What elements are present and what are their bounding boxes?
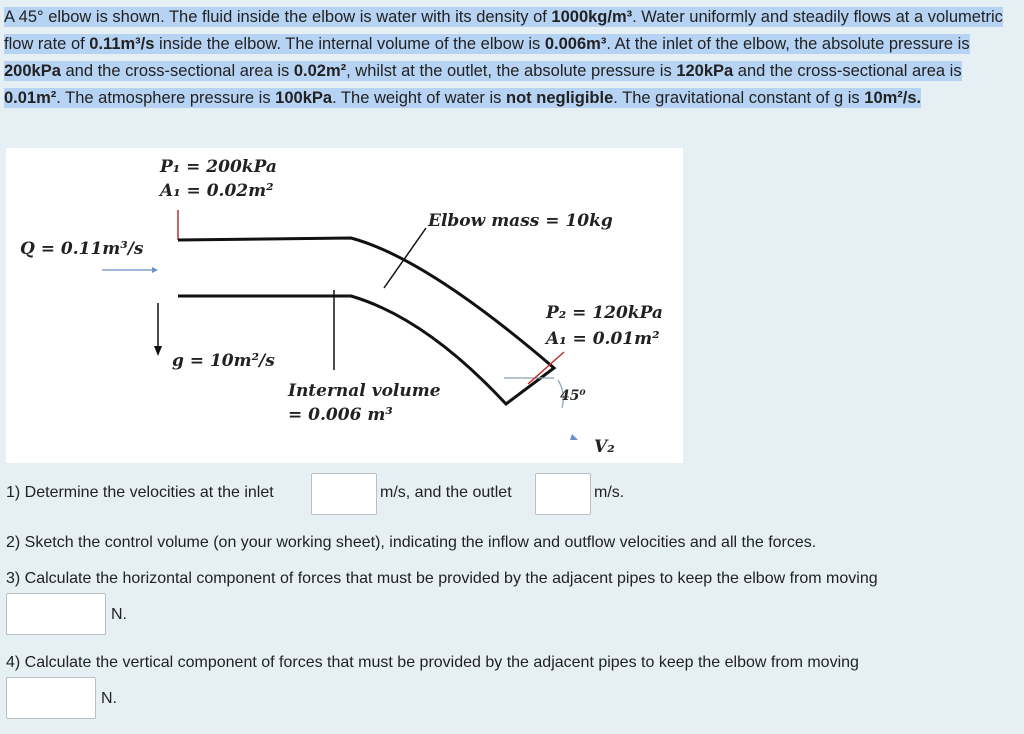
- atm-pressure-value: 100kPa: [275, 89, 333, 107]
- inlet-area-label: A₁ = 0.02m²: [160, 181, 274, 201]
- gravity-value: 10m²/s.: [864, 89, 922, 107]
- elbow-mass-label: Elbow mass = 10kg: [428, 211, 613, 231]
- problem-text: . The weight of water is: [332, 89, 507, 107]
- outlet-velocity-answer-box[interactable]: [535, 473, 591, 515]
- internal-volume-label: Internal volume: [288, 381, 441, 401]
- outlet-marker-line: [528, 352, 564, 384]
- problem-text: . The atmosphere pressure is: [56, 89, 276, 107]
- internal-volume-value: 0.006m³: [544, 35, 607, 53]
- internal-volume-value-label: = 0.006 m³: [288, 405, 393, 425]
- flow-rate-value: 0.11m³/s: [89, 35, 155, 53]
- outlet-pressure-value: 120kPa: [676, 62, 734, 80]
- gravity-arrowhead: [154, 346, 162, 356]
- weight-note: not negligible: [506, 89, 614, 107]
- problem-text: inside the elbow. The internal volume of the elbow is: [154, 35, 545, 53]
- elbow-outline: [178, 238, 554, 404]
- question-3-text: 3) Calculate the horizontal component of forces that must be provided by the adjacent pipes to keep the elbow from moving: [6, 570, 878, 587]
- outlet-velocity-label: V₂: [594, 437, 615, 457]
- outlet-area-value: 0.01m²: [4, 89, 57, 107]
- problem-text: . At the inlet of the elbow, the absolute pressure is: [606, 35, 970, 53]
- elbow-mass-leader: [384, 228, 426, 288]
- outlet-pressure-label: P₂ = 120kPa: [546, 303, 663, 323]
- question-3-unit: N.: [111, 606, 127, 623]
- question-2-text: 2) Sketch the control volume (on your working sheet), indicating the inflow and outflow velocities and all the forces.: [6, 534, 817, 551]
- outlet-area-label: A₁ = 0.01m²: [546, 329, 660, 349]
- problem-text: and the cross-sectional area is: [60, 62, 294, 80]
- gravity-label: g = 10m²/s: [172, 351, 275, 371]
- problem-text: A 45° elbow is shown. The fluid inside the elbow is water with its density of: [4, 8, 552, 26]
- angle-label: 45⁰: [560, 388, 586, 404]
- question-4-text: 4) Calculate the vertical component of forces that must be provided by the adjacent pipes to keep the elbow from moving: [6, 654, 859, 671]
- inlet-area-value: 0.02m²: [293, 62, 347, 80]
- flow-rate-label: Q = 0.11m³/s: [20, 239, 144, 259]
- question-1-text: 1) Determine the velocities at the inlet: [6, 484, 274, 501]
- problem-text: and the cross-sectional area is: [733, 62, 962, 80]
- question-1-mid-text: m/s, and the outlet: [380, 484, 512, 501]
- v2-arrowhead: [570, 434, 578, 440]
- problem-text: . Water uniformly and steadily flows at a volumetric flow rate of: [4, 8, 1003, 53]
- inlet-velocity-answer-box[interactable]: [311, 473, 377, 515]
- horizontal-force-answer-box[interactable]: [6, 593, 106, 635]
- density-value: 1000kg/m³: [551, 8, 633, 26]
- problem-text: . The gravitational constant of g is: [613, 89, 865, 107]
- vertical-force-answer-box[interactable]: [6, 677, 96, 719]
- problem-text: , whilst at the outlet, the absolute pressure is: [346, 62, 677, 80]
- inlet-pressure-value: 200kPa: [4, 62, 61, 80]
- elbow-diagram-svg: [6, 148, 683, 463]
- inlet-pressure-label: P₁ = 200kPa: [160, 157, 277, 177]
- problem-statement: [4, 4, 1016, 112]
- question-1-unit: m/s.: [594, 484, 625, 501]
- question-4-unit: N.: [101, 690, 117, 707]
- elbow-diagram: [6, 148, 683, 463]
- flow-arrowhead: [152, 267, 158, 273]
